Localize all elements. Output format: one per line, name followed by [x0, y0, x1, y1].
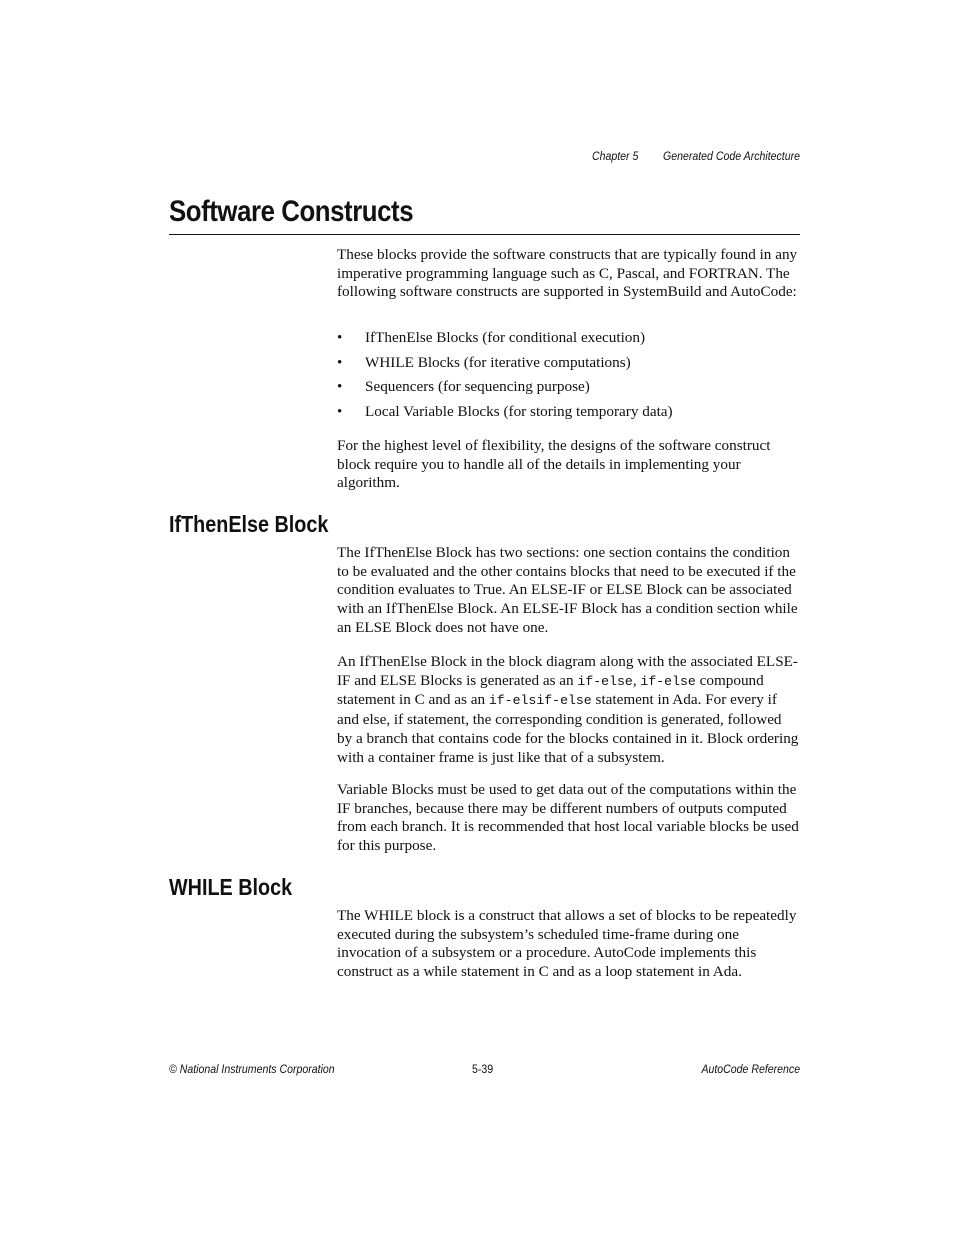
footer-copyright: © National Instruments Corporation	[169, 1062, 335, 1076]
code-if-elsif-else: if-elsif-else	[488, 693, 592, 709]
list-item: • Sequencers (for sequencing purpose)	[337, 378, 590, 396]
section-title: Software Constructs	[169, 195, 414, 228]
bullet-icon: •	[337, 378, 343, 396]
ifthenelse-paragraph-1: The IfThenElse Block has two sections: one section contains the condition to be evaluated and the other contains blocks that need to be executed if the condition evaluates to True. An ELSE-IF or ELSE Block can be associated with an IfThenElse Block. An ELSE-IF Block has a condition section while an ELSE Block does not have one.	[337, 544, 798, 636]
ifthenelse-heading: IfThenElse Block	[169, 511, 329, 537]
footer-page-number: 5-39	[472, 1062, 494, 1076]
chapter-number: Chapter 5	[592, 149, 639, 163]
code-if-else: if-else	[577, 673, 633, 689]
bullet-icon: •	[337, 403, 343, 421]
list-item: • Local Variable Blocks (for storing temporary data)	[337, 403, 673, 421]
flexibility-paragraph: For the highest level of flexibility, the designs of the software construct block require you to handle all of the details in implementing your algorithm.	[337, 437, 771, 492]
while-heading: WHILE Block	[169, 874, 293, 900]
ifthenelse-paragraph-2: An IfThenElse Block in the block diagram along with the associated ELSE-IF and ELSE Blocks is generated as an if-else, if-else compound statement in C and as an if-elsif-else statement in Ada. For every if and else, if statement, the corresponding condition is generated, followed by a branch that contains code for the blocks contained in it. Block ordering with a container frame is just like that of a subsystem.	[337, 653, 799, 766]
title-rule	[169, 234, 800, 235]
list-item: • WHILE Blocks (for iterative computations)	[337, 353, 631, 371]
list-item: • IfThenElse Blocks (for conditional execution)	[337, 329, 646, 346]
chapter-title: Generated Code Architecture	[663, 149, 800, 163]
constructs-list	[337, 329, 800, 428]
bullet-icon: •	[337, 329, 343, 346]
bullet-icon: •	[337, 353, 343, 371]
intro-paragraph: These blocks provide the software constructs that are typically found in any imperative programming language such as C, Pascal, and FORTRAN. The following software constructs are supported in SystemBuild and AutoCode:	[337, 246, 798, 301]
while-paragraph: The WHILE block is a construct that allows a set of blocks to be repeatedly executed during the subsystem’s scheduled time-frame during one invocation of a subsystem or a procedure. AutoCode implements this construct as a while statement in C and as a loop statement in Ada.	[337, 907, 797, 981]
footer-manual-title: AutoCode Reference	[701, 1062, 800, 1076]
code-if-else: if-else	[640, 673, 696, 689]
ifthenelse-paragraph-3: Variable Blocks must be used to get data out of the computations within the IF branches, because there may be different numbers of outputs computed from each branch. It is recommended that host local variable blocks be used for this purpose.	[337, 781, 799, 855]
running-header	[245, 149, 800, 163]
